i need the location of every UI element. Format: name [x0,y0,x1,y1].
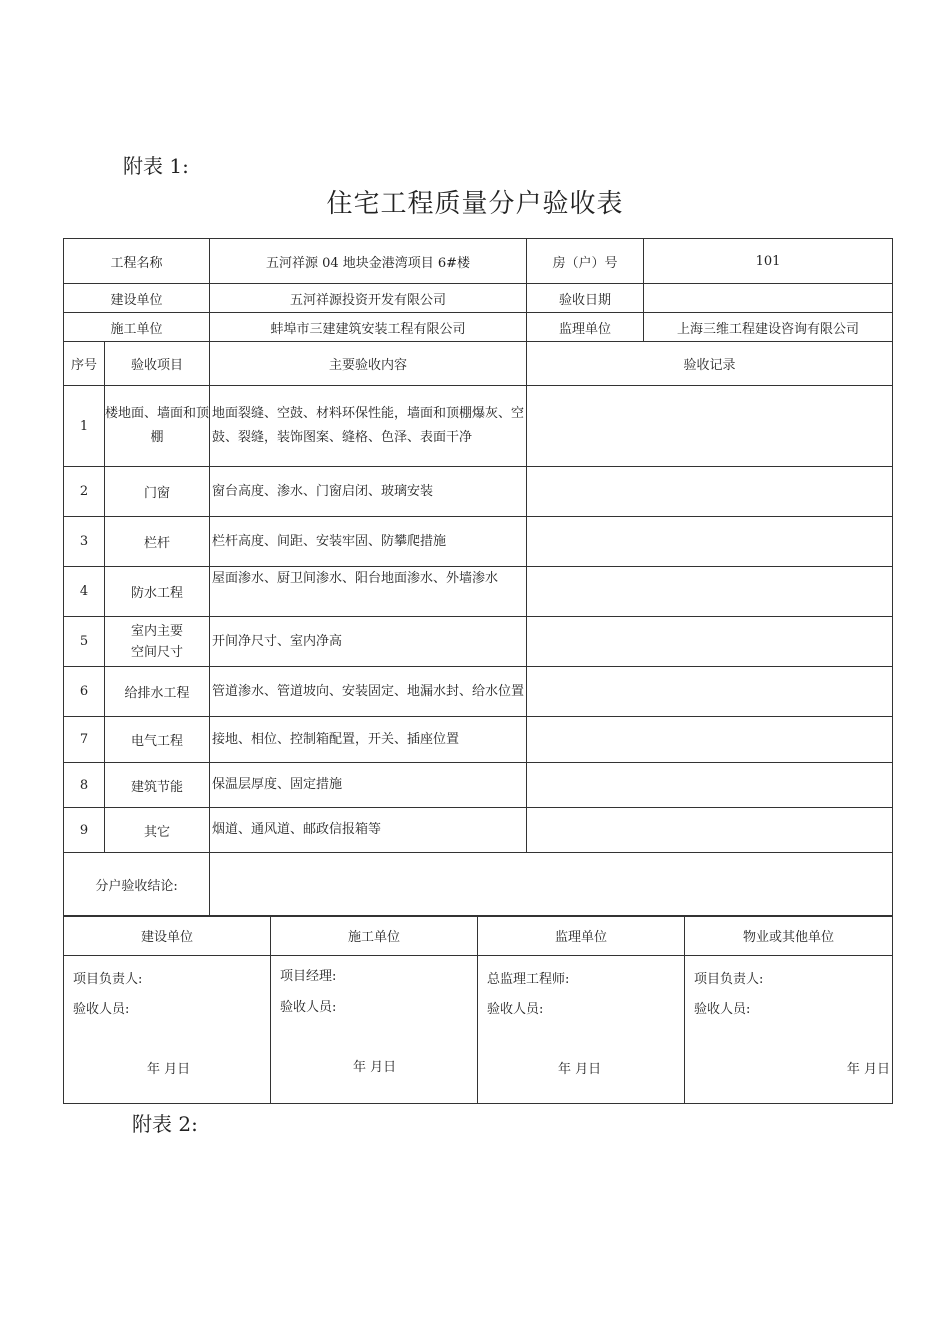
signoff-constructor-cell [271,956,478,1104]
row-item: 其它 [105,808,210,853]
signoff-date: 年 月日 [353,1060,397,1075]
row-content: 开间净尺寸、室内净高 [210,617,527,667]
builder-label: 建设单位 [64,284,210,313]
form-title: 住宅工程质量分户验收表 [326,189,624,219]
table-row [64,667,893,717]
row-content: 管道渗水、管道坡向、安装固定、地漏水封、给水位置 [210,667,527,717]
row-content: 窗台高度、渗水、门窗启闭、玻璃安装 [210,467,527,517]
info-row-builder [64,284,893,313]
constructor-label: 施工单位 [64,313,210,342]
row-record [527,386,893,467]
row-no: 6 [64,667,105,717]
table-row [64,517,893,567]
appendix-1-label: 附表 1: [123,154,189,178]
row-content: 烟道、通风道、邮政信报箱等 [210,808,527,853]
signoff-lead-label: 项目负责人: [73,972,143,987]
signoff-table [63,915,893,1104]
signoff-date: 年 月日 [558,1062,602,1077]
row-content: 接地、相位、控制箱配置，开关、插座位置 [210,717,527,763]
constructor-value: 蚌埠市三建建筑安装工程有限公司 [210,313,527,342]
row-item: 给排水工程 [105,667,210,717]
project-name-label: 工程名称 [64,239,210,284]
row-item: 栏杆 [105,517,210,567]
row-no: 4 [64,567,105,617]
row-content: 屋面渗水、厨卫间渗水、阳台地面渗水、外墙渗水 [210,567,527,617]
builder-value: 五河祥源投资开发有限公司 [210,284,527,313]
row-no: 3 [64,517,105,567]
row-content: 地面裂缝、空鼓、材料环保性能，墙面和顶棚爆灰、空鼓、裂缝，装饰图案、缝格、色泽、表面干净 [210,386,527,467]
signoff-inspector-label: 验收人员: [487,1002,544,1017]
signoff-lead-label: 总监理工程师: [487,972,570,987]
signoff-header-property: 物业或其他单位 [685,916,893,956]
table-row [64,717,893,763]
supervisor-value: 上海三维工程建设咨询有限公司 [644,313,893,342]
signoff-inspector-label: 验收人员: [694,1002,751,1017]
signoff-date: 年 月日 [846,1062,890,1077]
signoff-supervisor-cell [478,956,685,1104]
signoff-property-cell [685,956,893,1104]
row-item: 门窗 [105,467,210,517]
signoff-body-row [64,956,893,1104]
signoff-lead-label: 项目负责人: [694,972,764,987]
col-header-content: 主要验收内容 [210,342,527,386]
conclusion-row [64,853,893,917]
row-record [527,467,893,517]
table-row [64,808,893,853]
row-item: 室内主要空间尺寸 [105,617,210,667]
signoff-header-constructor: 施工单位 [271,916,478,956]
table-row [64,763,893,808]
signoff-header-builder: 建设单位 [64,916,271,956]
row-no: 1 [64,386,105,467]
row-record [527,517,893,567]
signoff-header-supervisor: 监理单位 [478,916,685,956]
signoff-builder-cell [64,956,271,1104]
table-row [64,386,893,467]
room-value: 101 [644,239,893,284]
row-record [527,808,893,853]
column-header-row [64,342,893,386]
row-no: 2 [64,467,105,517]
row-item: 楼地面、墙面和顶棚 [105,386,210,467]
row-record [527,763,893,808]
accept-date-label: 验收日期 [527,284,644,313]
row-record [527,617,893,667]
row-no: 9 [64,808,105,853]
room-label: 房（户）号 [527,239,644,284]
conclusion-label: 分户验收结论: [64,853,210,917]
conclusion-value [210,853,893,917]
accept-date-value [644,284,893,313]
row-record [527,717,893,763]
row-item: 防水工程 [105,567,210,617]
signoff-inspector-label: 验收人员: [73,1002,130,1017]
inspection-table [63,238,893,917]
table-row [64,567,893,617]
row-content: 栏杆高度、间距、安装牢固、防攀爬措施 [210,517,527,567]
col-header-record: 验收记录 [527,342,893,386]
row-item: 电气工程 [105,717,210,763]
signoff-lead-label: 项目经理: [280,969,337,984]
row-record [527,567,893,617]
row-item: 建筑节能 [105,763,210,808]
info-row-project [64,239,893,284]
col-header-no: 序号 [64,342,105,386]
row-no: 7 [64,717,105,763]
signoff-header-row [64,916,893,956]
row-no: 8 [64,763,105,808]
signoff-inspector-label: 验收人员: [280,1000,337,1015]
col-header-item: 验收项目 [105,342,210,386]
row-no: 5 [64,617,105,667]
table-row [64,467,893,517]
signoff-date: 年 月日 [147,1062,191,1077]
table-row [64,617,893,667]
project-name-value: 五河祥源 04 地块金港湾项目 6#楼 [210,239,527,284]
info-row-constructor [64,313,893,342]
appendix-2-label: 附表 2: [132,1112,198,1136]
row-content: 保温层厚度、固定措施 [210,763,527,808]
row-record [527,667,893,717]
supervisor-label: 监理单位 [527,313,644,342]
